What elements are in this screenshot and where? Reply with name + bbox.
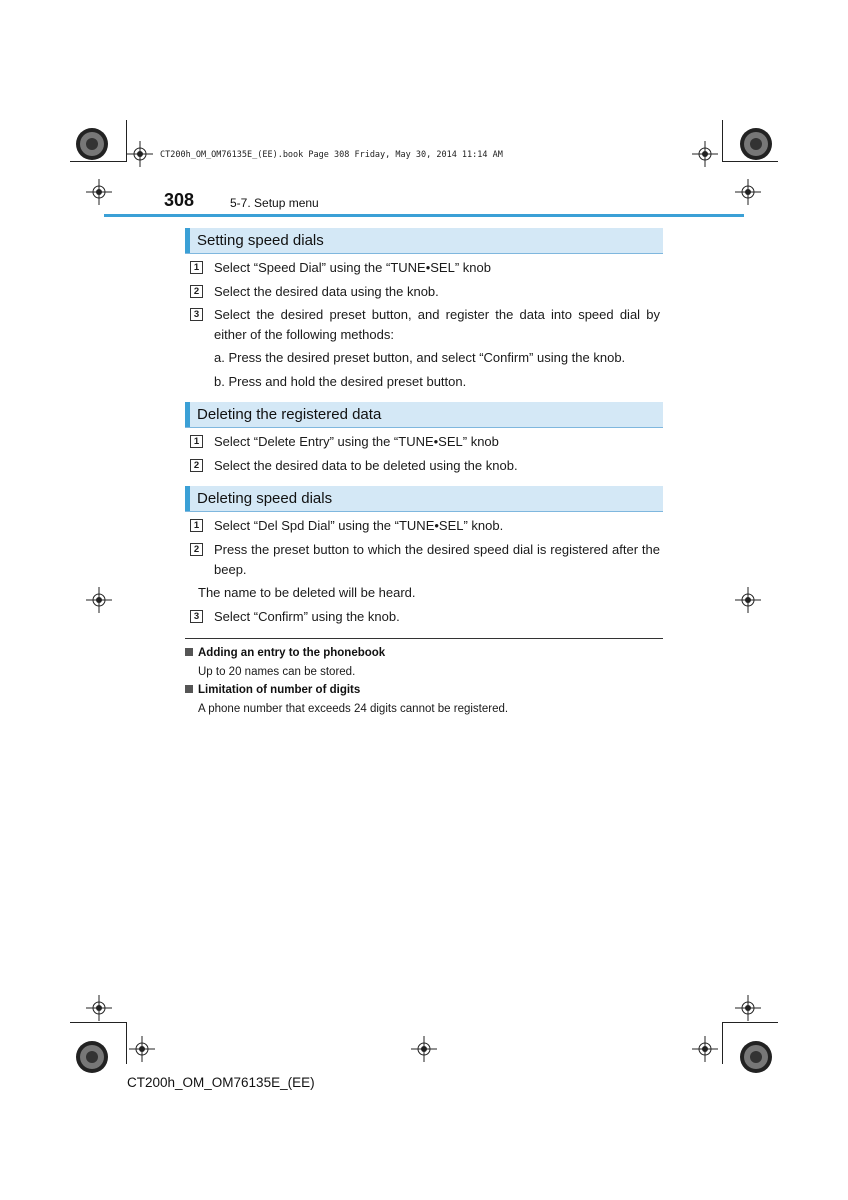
step-text: Select “Del Spd Dial” using the “TUNE•SEL” knob.: [214, 518, 504, 533]
step-text: Select the desired data to be deleted using the knob.: [214, 458, 518, 473]
note-body: A phone number that exceeds 24 digits cannot be registered.: [198, 703, 509, 715]
section-heading-setting-speed-dials: [185, 228, 663, 254]
notes-divider: [185, 638, 663, 639]
note-heading-text: Adding an entry to the phonebook: [198, 647, 386, 659]
registration-mark-icon: [129, 1036, 155, 1062]
substep-item: b. Press and hold the desired preset button.: [214, 374, 467, 389]
registration-mark-icon: [735, 587, 761, 613]
registration-mark-icon: [692, 1036, 718, 1062]
section-title: 5-7. Setup menu: [230, 196, 319, 210]
step-item: [190, 282, 660, 302]
header-rule: [104, 214, 744, 217]
page-number: 308: [164, 190, 195, 210]
step-text: Select “Speed Dial” using the “TUNE•SEL” knob: [214, 260, 491, 275]
note-heading: [185, 647, 385, 659]
registration-mark-icon: [411, 1036, 437, 1062]
step-item: [190, 516, 660, 536]
section-heading-text: Setting speed dials: [197, 232, 324, 249]
registration-mark-icon: [86, 587, 112, 613]
note-heading: [185, 684, 360, 696]
step-item: [190, 258, 660, 278]
section-heading-deleting-speed-dials: [185, 486, 663, 512]
footer-document-code: CT200h_OM_OM76135E_(EE): [127, 1075, 315, 1090]
step-text: Press the preset button to which the desired speed dial is registered after the beep.: [214, 542, 660, 577]
bullet-square-icon: [185, 685, 193, 693]
color-rosette-icon: [739, 127, 773, 161]
step-number: 1: [190, 261, 203, 274]
registration-mark-icon: [735, 179, 761, 205]
bullet-square-icon: [185, 648, 193, 656]
note-body: Up to 20 names can be stored.: [198, 666, 356, 678]
step-note: The name to be deleted will be heard.: [198, 585, 416, 600]
book-info-line: CT200h_OM_OM76135E_(EE).book Page 308 Friday, May 30, 2014 11:14 AM: [160, 150, 503, 160]
color-rosette-icon: [739, 1040, 773, 1074]
substep-item: a. Press the desired preset button, and select “Confirm” using the knob.: [214, 350, 626, 365]
step-text: Select “Confirm” using the knob.: [214, 609, 400, 624]
step-text: Select the desired data using the knob.: [214, 284, 439, 299]
step-text: Select the desired preset button, and register the data into speed dial by either of the following methods:: [214, 307, 660, 342]
step-number: 1: [190, 435, 203, 448]
step-item: [190, 540, 660, 580]
step-item: [190, 456, 660, 476]
step-number: 2: [190, 285, 203, 298]
section-heading-deleting-registered-data: [185, 402, 663, 428]
step-number: 2: [190, 543, 203, 556]
step-item: [190, 607, 660, 627]
registration-mark-icon: [735, 995, 761, 1021]
registration-mark-icon: [86, 995, 112, 1021]
registration-mark-icon: [692, 141, 718, 167]
step-number: 2: [190, 459, 203, 472]
section-heading-text: Deleting the registered data: [197, 406, 382, 423]
step-number: 3: [190, 308, 203, 321]
step-number: 3: [190, 610, 203, 623]
registration-mark-icon: [127, 141, 153, 167]
note-heading-text: Limitation of number of digits: [198, 684, 361, 696]
step-number: 1: [190, 519, 203, 532]
section-heading-text: Deleting speed dials: [197, 490, 333, 507]
color-rosette-icon: [75, 127, 109, 161]
step-item: [190, 432, 660, 452]
registration-mark-icon: [86, 179, 112, 205]
step-text: Select “Delete Entry” using the “TUNE•SEL” knob: [214, 434, 499, 449]
color-rosette-icon: [75, 1040, 109, 1074]
step-item: [190, 305, 660, 345]
